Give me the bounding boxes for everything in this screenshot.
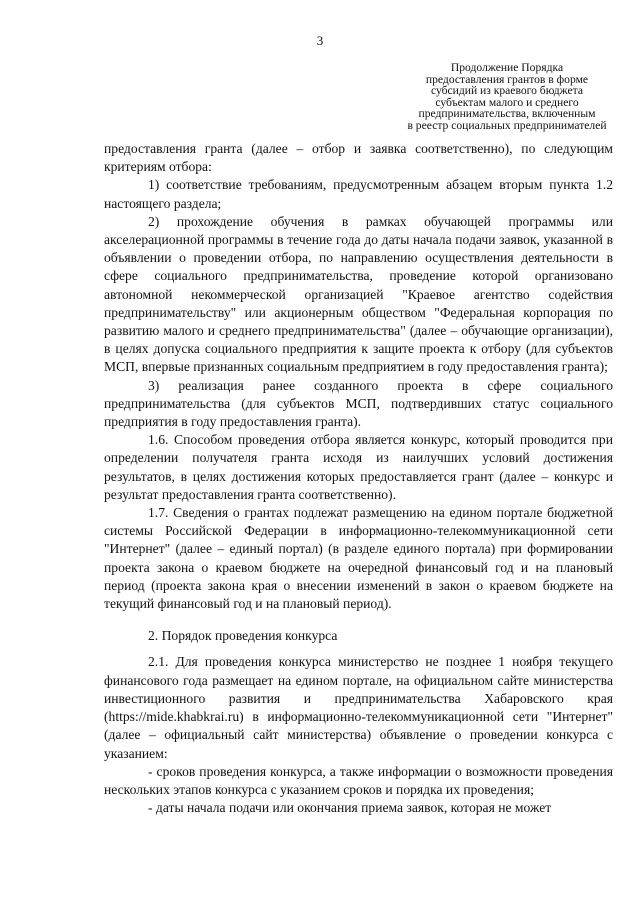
header-line: субъектам малого и среднего: [435, 95, 579, 109]
page-number: 3: [316, 33, 324, 48]
paragraph-criterion-2: 2) прохождение обучения в рамках обучающей программы или акселерационной программы в течение года до даты начала подачи заявок, указанной в объявлении о проведении отбора, по направлению осуществления деятельности в сфере социального предпринимательства, проведение которой организовано автономной некоммерческой организацией "Краевое агентство содействия предпринимательству" или акционерным обществом "Федеральная корпорация по развитию малого и среднего предпринимательства" (далее – обучающие организации), в целях допуска социального предприятия к защите проекта к отбору (для субъектов МСП, впервые признанных социальным предприятием в году предоставления гранта);: [104, 213, 613, 375]
paragraph: предоставления гранта (далее – отбор и заявка соответственно), по следующим критериям отбора:: [104, 141, 613, 175]
section-title: 2. Порядок проведения конкурса: [148, 628, 338, 644]
document-body: [104, 140, 613, 817]
list-item: - даты начала подачи или окончания приема заявок, которая не может: [148, 800, 552, 816]
header-line: предоставления грантов в форме: [425, 72, 589, 86]
list-item: - сроков проведения конкурса, а также информации о возможности проведения нескольких этапов конкурса с указанием сроков и порядка их проведения;: [104, 763, 613, 797]
paragraph-2-1: 2.1. Для проведения конкурса министерство не позднее 1 ноября текущего финансового года размещает на едином портале, на официальном сайте министерства инвестиционного развития и предпринимательства Хабаровского края (https://mide.khabkrai.ru) в информационно-телекоммуникационной сети "Интернет" (далее – официальный сайт министерства) объявление о проведении конкурса с указанием:: [104, 654, 613, 761]
header-line: в реестр социальных предпринимателей: [407, 118, 607, 132]
header-line: субсидий из краевого бюджета: [430, 84, 584, 98]
paragraph-1-6: 1.6. Способом проведения отбора является конкурс, который проводится при определении получателя гранта исходя из наилучших условий достижения результатов, в целях достижения которых предоставляется грант (далее – конкурс и результат предоставления гранта соответственно).: [104, 432, 613, 502]
paragraph-criterion-1: 1) соответствие требованиям, предусмотренным абзацем вторым пункта 1.2 настоящего раздела;: [104, 177, 613, 211]
paragraph-1-7: 1.7. Сведения о грантах подлежат размещению на едином портале бюджетной системы Российской Федерации в информационно-телекоммуникационной сети "Интернет" (далее – единый портал) (в разделе единого портала) при формировании проекта закона о краевом бюджете на очередной финансовый год и на плановый период (проекта закона края о внесении изменений в закон о краевом бюджете на текущий финансовый год и на плановый период).: [104, 505, 613, 612]
header-line: Продолжение Порядка: [450, 61, 564, 74]
paragraph-criterion-3: 3) реализация ранее созданного проекта в сфере социального предпринимательства (для субъектов МСП, подтвердивших статус социального предприятия в году предоставления гранта).: [104, 377, 613, 430]
document-header: [394, 62, 620, 132]
header-line: предпринимательства, включенным: [418, 107, 596, 121]
